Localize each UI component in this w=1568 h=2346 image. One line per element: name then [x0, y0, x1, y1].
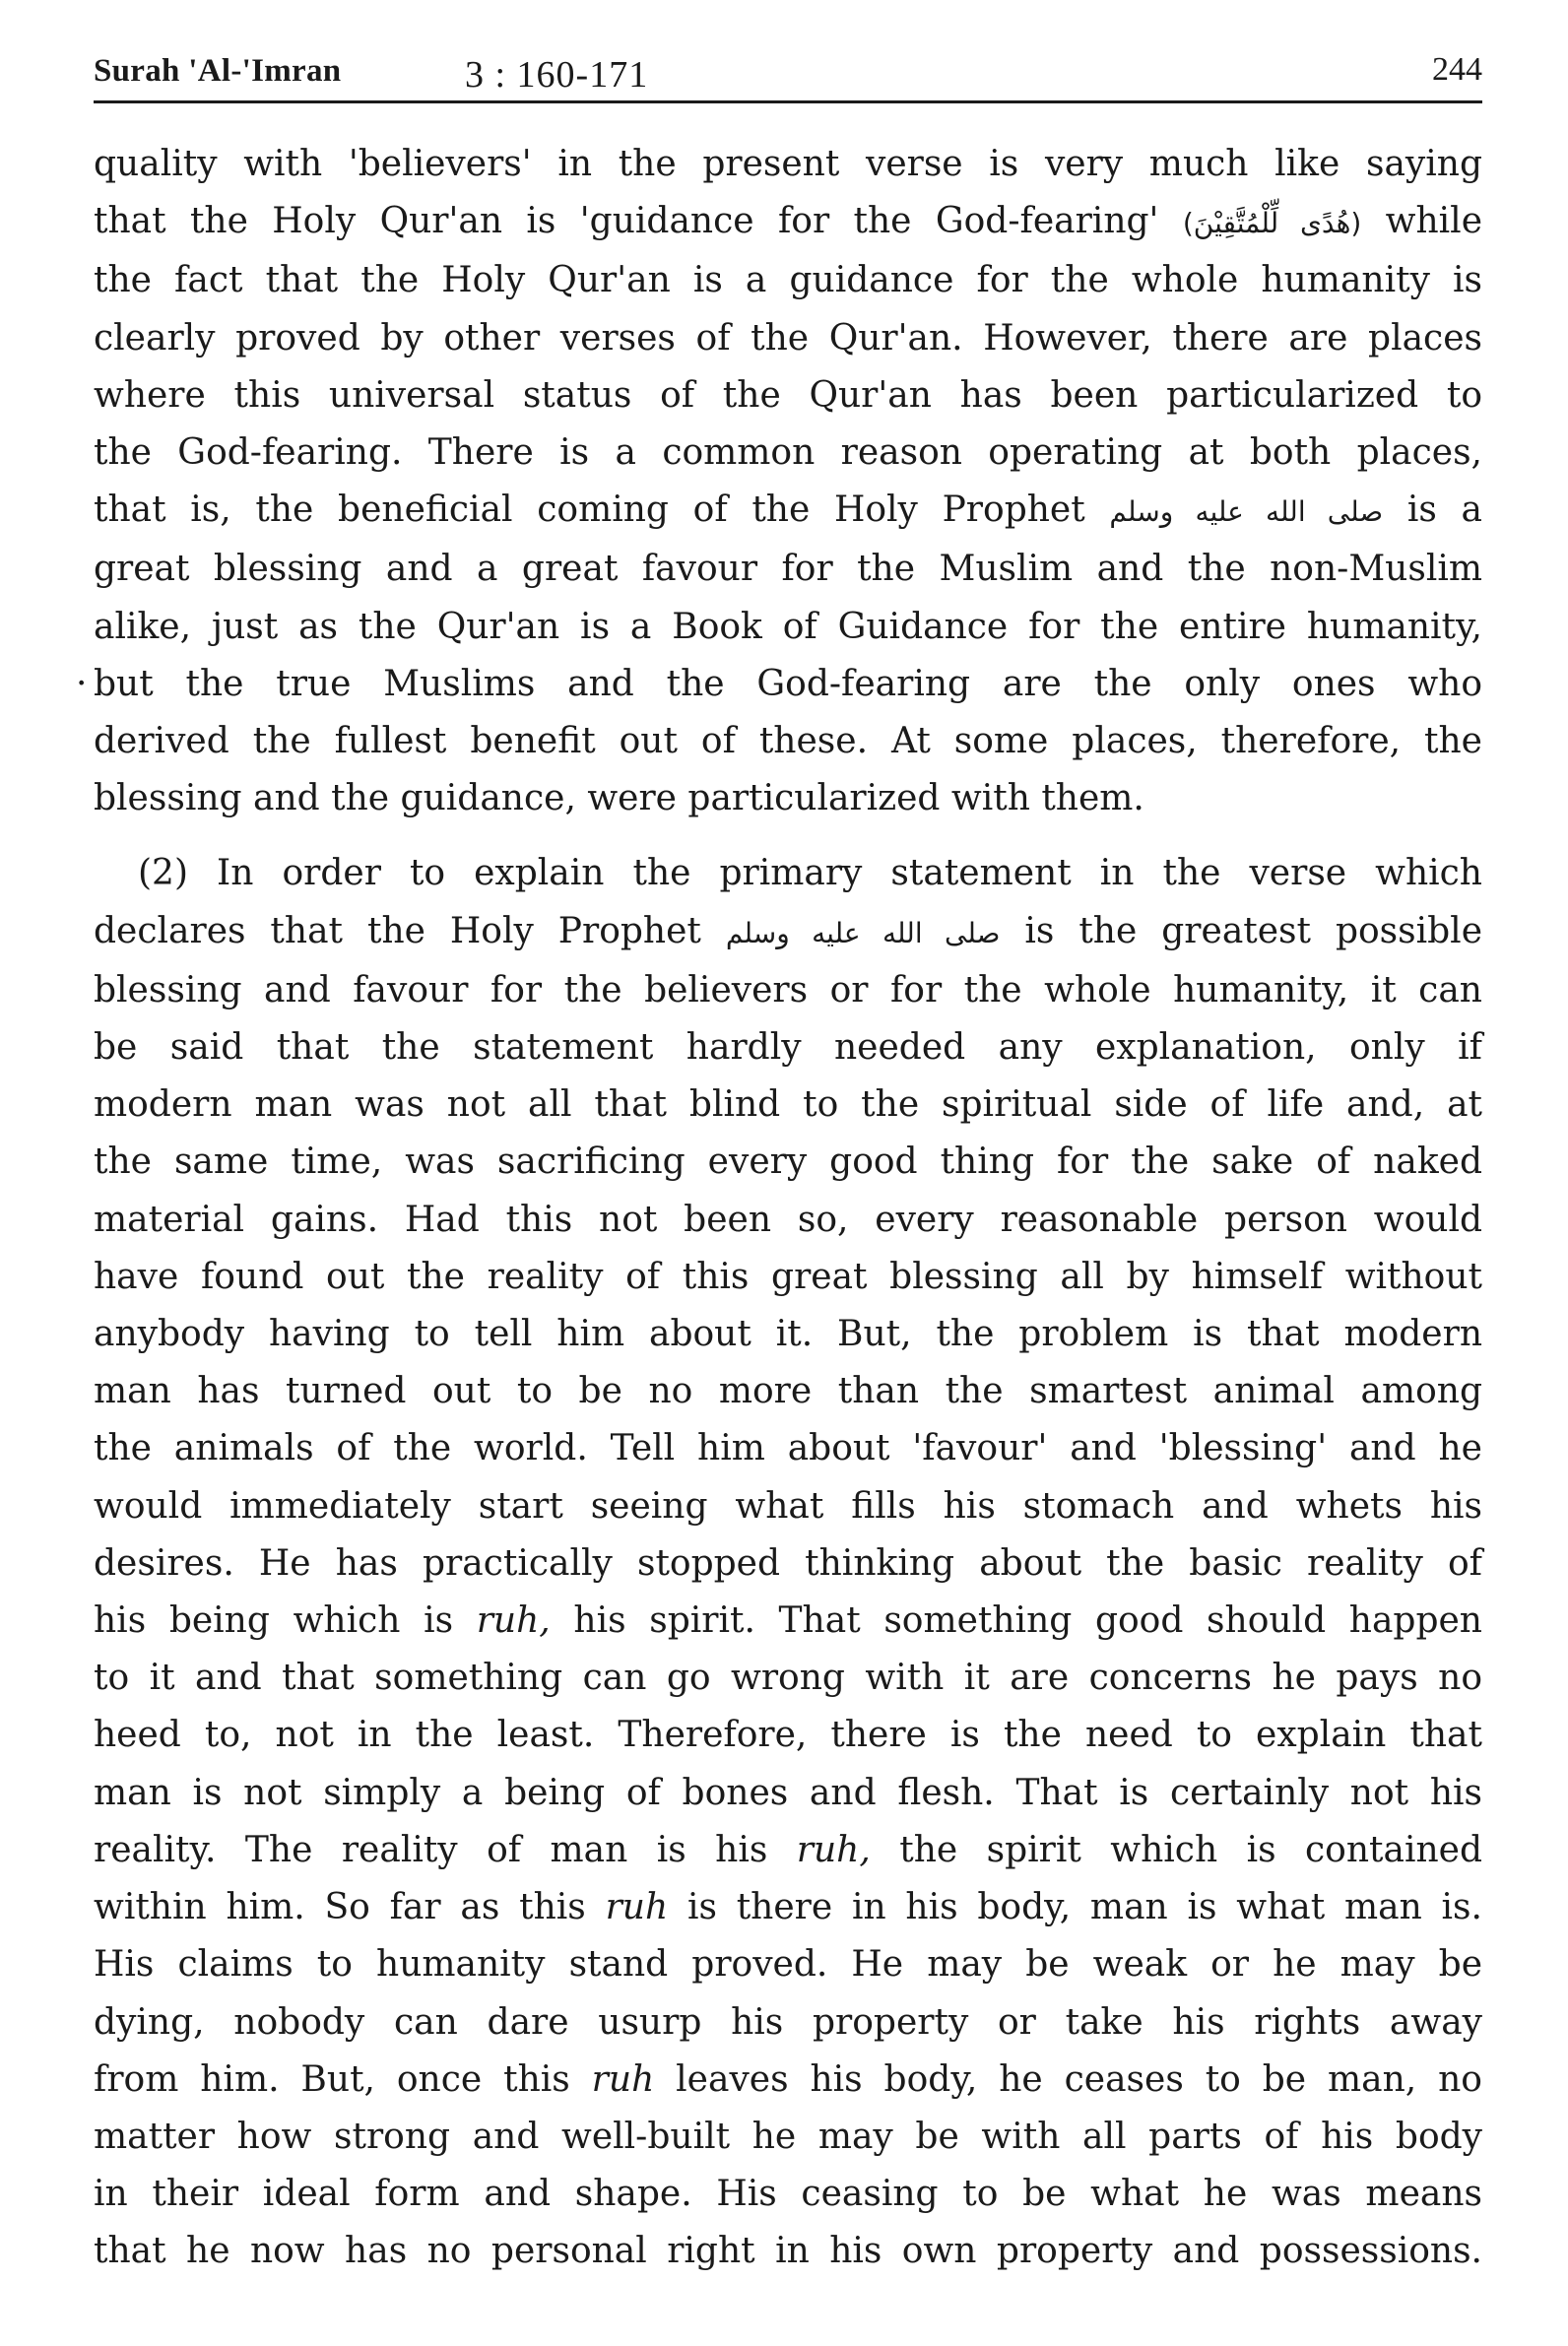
- surah-title: Surah 'Al-'Imran: [94, 53, 342, 89]
- verse-reference: 3 : 160-171: [465, 54, 649, 96]
- running-header: [94, 45, 1482, 103]
- text-line: that the Holy Qur'an is 'guidance for the God-fearing' (هُدًى لِّلْمُتَّقِيْنَ) while: [94, 201, 1483, 242]
- text-line: man is not simply a being of bones and flesh. That is certainly not his: [94, 1772, 1482, 1813]
- text-line: great blessing and a great favour for the Muslim and the non-Muslim: [94, 549, 1482, 590]
- arabic-salawat: صلى الله عليه وسلم: [725, 916, 1001, 949]
- text-line: blessing and the guidance, were particularized with them.: [94, 778, 1144, 819]
- arabic-phrase-hudan: (هُدًى لِّلْمُتَّقِيْنَ): [1182, 207, 1362, 240]
- text-line: have found out the reality of this great blessing all by himself without: [94, 1256, 1482, 1297]
- page: [76, 45, 1483, 2281]
- main-text: [76, 136, 1483, 2281]
- ruh-term: ruh: [605, 1887, 669, 1928]
- text-line: heed to, not in the least. Therefore, there is the need to explain that: [94, 1715, 1482, 1756]
- text-line: from him. But, once this ruh leaves his body, he ceases to be man, no: [94, 2058, 1482, 2100]
- text-line: within him. So far as this ruh is there in his body, man is what man is.: [94, 1887, 1482, 1928]
- text-line: His claims to humanity stand proved. He may be weak or he may be: [94, 1944, 1482, 1986]
- margin-mark: ·: [76, 663, 88, 704]
- text-line: (2) In order to explain the primary statement in the verse which: [138, 853, 1482, 894]
- text-line: in their ideal form and shape. His ceasing to be what he was means: [94, 2174, 1482, 2215]
- text-line: derived the fullest benefit out of these. At some places, therefore, the: [94, 721, 1482, 762]
- text-line: declares that the Holy Prophet صلى الله عليه وسلم is the greatest possible: [94, 910, 1482, 951]
- paragraph-1: [76, 136, 1483, 827]
- text-line: dying, nobody can dare usurp his property or take his rights away: [94, 2001, 1482, 2043]
- text-line: clearly proved by other verses of the Qur'an. However, there are places: [94, 317, 1482, 358]
- text-line: material gains. Had this not been so, every reasonable person would: [94, 1199, 1482, 1240]
- text-line: would immediately start seeing what fills his stomach and whets his: [94, 1485, 1482, 1527]
- text-line: matter how strong and well-built he may be with all parts of his body: [94, 2116, 1482, 2157]
- ruh-term: ruh,: [796, 1829, 871, 1870]
- text-line: quality with 'believers' in the present verse is very much like saying: [94, 144, 1482, 184]
- text-line: modern man was not all that blind to the spiritual side of life and, at: [94, 1084, 1482, 1126]
- text-line: where this universal status of the Qur'an has been particularized to: [94, 374, 1482, 416]
- text-line: alike, just as the Qur'an is a Book of Guidance for the entire humanity,: [94, 606, 1482, 647]
- text-line: man has turned out to be no more than the smartest animal among: [94, 1371, 1482, 1412]
- page-number: 244: [1432, 51, 1482, 88]
- text-line: the fact that the Holy Qur'an is a guidance for the whole humanity is: [94, 260, 1482, 301]
- text-line: anybody having to tell him about it. But, the problem is that modern: [94, 1314, 1482, 1355]
- ruh-term: ruh: [591, 2058, 655, 2100]
- ruh-term: ruh,: [476, 1600, 551, 1642]
- text-line: desires. He has practically stopped thinking about the basic reality of: [94, 1542, 1482, 1584]
- arabic-salawat: صلى الله عليه وسلم: [1109, 495, 1384, 529]
- text-line: reality. The reality of man is his ruh, the spirit which is contained: [94, 1829, 1482, 1870]
- text-line: the same time, was sacrificing every good thing for the sake of naked: [94, 1141, 1482, 1183]
- text-line: be said that the statement hardly needed any explanation, only if: [94, 1027, 1482, 1069]
- text-line: · but the true Muslims and the God-fearing are the only ones who: [94, 656, 1482, 713]
- text-line: that he now has no personal right in his own property and possessions.: [94, 2231, 1482, 2272]
- text-line: his being which is ruh, his spirit. That something good should happen: [94, 1600, 1482, 1642]
- text-line: to it and that something can go wrong with it are concerns he pays no: [94, 1658, 1482, 1699]
- paragraph-2: [94, 845, 1482, 2280]
- text-line: that is, the beneficial coming of the Holy Prophet صلى الله عليه وسلم is a: [94, 489, 1483, 531]
- text-line: the animals of the world. Tell him about 'favour' and 'blessing' and he: [94, 1428, 1482, 1469]
- text-line: blessing and favour for the believers or for the whole humanity, it can: [94, 969, 1482, 1010]
- text-line: the God-fearing. There is a common reason operating at both places,: [94, 432, 1482, 474]
